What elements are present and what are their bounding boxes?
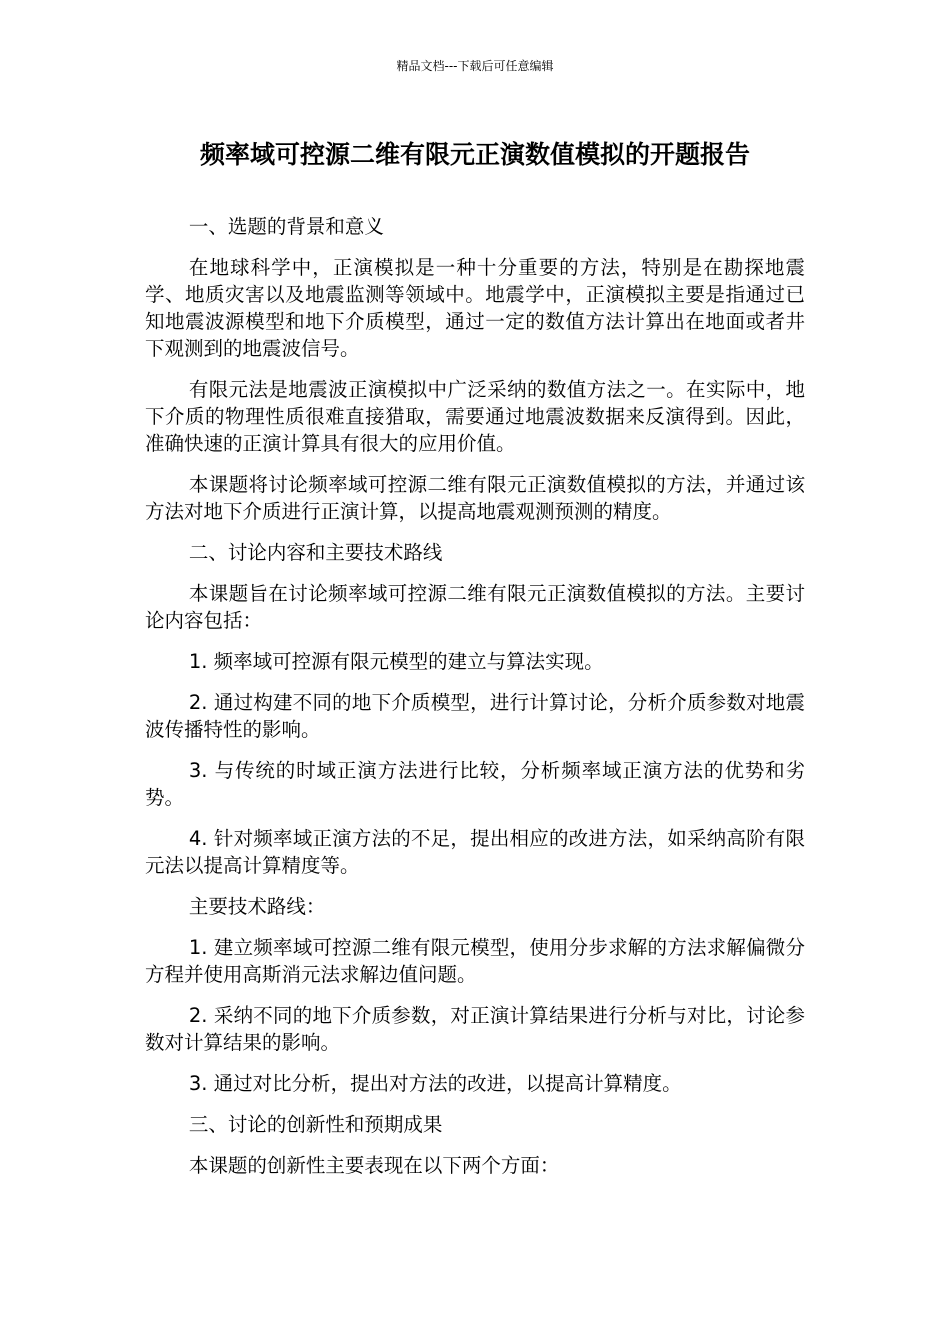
section-heading-innovation: 三、讨论的创新性和预期成果 [188, 1113, 443, 1136]
technical-route-label: 主要技术路线： [188, 895, 326, 918]
list-item-content-3: 3. 与传统的时域正演方法进行比较，分析频率域正演方法的优势和劣势。 [145, 759, 805, 809]
list-item-route-1: 1. 建立频率域可控源二维有限元模型，使用分步求解的方法求解偏微分方程并使用高斯消元法求解边值问题。 [145, 936, 805, 986]
document-title: 频率域可控源二维有限元正演数值模拟的开题报告 [199, 140, 750, 169]
paragraph-innovation-intro: 本课题的创新性主要表现在以下两个方面： [188, 1154, 560, 1177]
list-item-route-3: 3. 通过对比分析，提出对方法的改进，以提高计算精度。 [188, 1072, 682, 1095]
document-body [145, 213, 805, 1193]
list-item-route-2: 2. 采纳不同的地下介质参数，对正演计算结果进行分析与对比，讨论参数对计算结果的影响。 [145, 1004, 805, 1054]
paragraph-background-3: 本课题将讨论频率域可控源二维有限元正演数值模拟的方法，并通过该方法对地下介质进行正演计算，以提高地震观测预测的精度。 [145, 473, 805, 523]
section-heading-background: 一、选题的背景和意义 [188, 215, 384, 238]
section-heading-content: 二、讨论内容和主要技术路线 [188, 541, 443, 564]
paragraph-background-1: 在地球科学中，正演模拟是一种十分重要的方法，特别是在勘探地震学、地质灾害以及地震监测等领域中。地震学中，正演模拟主要是指通过已知地震波源模型和地下介质模型，通过一定的数值方法计算出在地面或者井下观测到的地震波信号。 [145, 256, 805, 360]
page-header: 精品文档---下载后可任意编辑 [396, 59, 554, 73]
list-item-content-4: 4. 针对频率域正演方法的不足，提出相应的改进方法，如采纳高阶有限元法以提高计算精度等。 [145, 827, 805, 877]
paragraph-content-intro: 本课题旨在讨论频率域可控源二维有限元正演数值模拟的方法。主要讨论内容包括： [145, 582, 805, 632]
list-item-content-1: 1. 频率域可控源有限元模型的建立与算法实现。 [188, 650, 604, 673]
paragraph-background-2: 有限元法是地震波正演模拟中广泛采纳的数值方法之一。在实际中，地下介质的物理性质很难直接猎取，需要通过地震波数据来反演得到。因此，准确快速的正演计算具有很大的应用价值。 [145, 378, 805, 455]
list-item-content-2: 2. 通过构建不同的地下介质模型，进行计算讨论，分析介质参数对地震波传播特性的影响。 [145, 691, 805, 741]
